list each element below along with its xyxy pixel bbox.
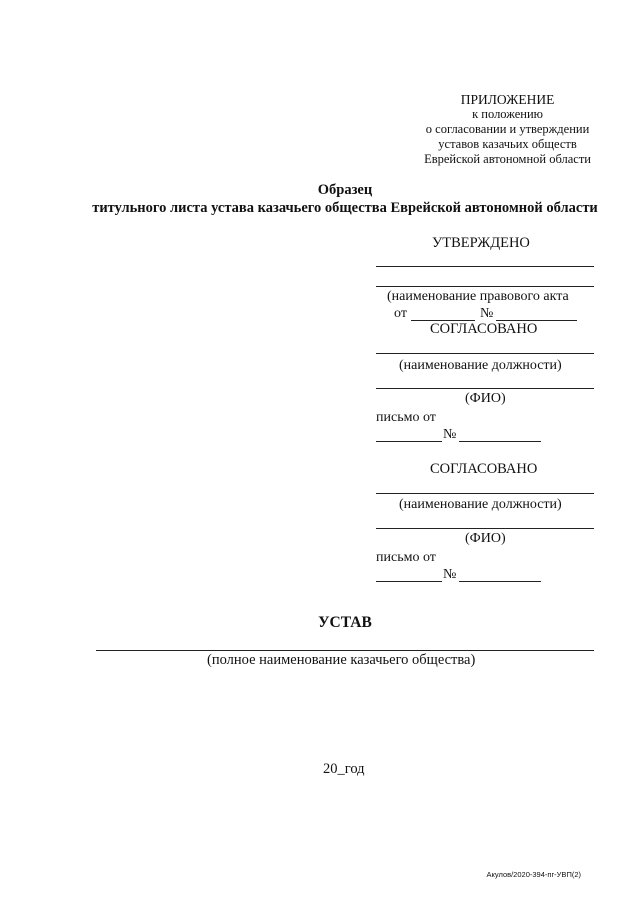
approved-signature-line [376, 266, 594, 267]
agreement-2-label: СОГЛАСОВАНО [430, 461, 538, 477]
charter-name-caption: (полное наименование казачьего общества) [207, 652, 476, 668]
agreement-1-number-label: № [443, 427, 457, 442]
appendix-line-3: уставов казачьих обществ [438, 137, 577, 151]
appendix-line-2: о согласовании и утверждении [425, 122, 590, 136]
appendix-block [424, 92, 591, 167]
agreement-1-letter-date-line [376, 441, 442, 442]
agreement-1-number-line [459, 441, 541, 442]
agreement-2-position-line [376, 493, 594, 494]
charter-name-line [96, 650, 594, 651]
charter-title: УСТАВ [318, 614, 372, 631]
agreement-2-number-line [459, 581, 541, 582]
heading-title: Образец [317, 182, 373, 198]
agreement-2-number-label: № [443, 567, 457, 582]
act-number-label: № [480, 306, 494, 321]
agreement-2-position-caption: (наименование должности) [399, 497, 562, 512]
agreement-1-position-line [376, 353, 594, 354]
document-heading [90, 181, 600, 217]
agreement-1-letter-label: письмо от [376, 410, 436, 425]
heading-subtitle: титульного листа устава казачьего общества Еврейской автономной области [92, 200, 598, 216]
approved-label: УТВЕРЖДЕНО [432, 235, 530, 251]
agreement-1-fio-caption: (ФИО) [465, 391, 506, 406]
agreement-1-position-caption: (наименование должности) [399, 358, 562, 373]
appendix-title: ПРИЛОЖЕНИЕ [460, 92, 555, 107]
agreement-2-letter-date-line [376, 581, 442, 582]
document-code: Акулов/2020-394-пг-УВП(2) [486, 870, 581, 879]
appendix-line-1: к положению [472, 107, 543, 121]
act-caption: (наименование правового акта [387, 289, 569, 304]
approved-act-line [376, 286, 594, 287]
charter-year: 20_год [323, 761, 365, 777]
agreement-1-label: СОГЛАСОВАНО [430, 321, 538, 337]
agreement-2-fio-caption: (ФИО) [465, 531, 506, 546]
appendix-line-4: Еврейской автономной области [424, 152, 591, 166]
agreement-1-fio-line [376, 388, 594, 389]
agreement-2-fio-line [376, 528, 594, 529]
agreement-2-letter-label: письмо от [376, 550, 436, 565]
act-date-label: от [394, 306, 407, 321]
